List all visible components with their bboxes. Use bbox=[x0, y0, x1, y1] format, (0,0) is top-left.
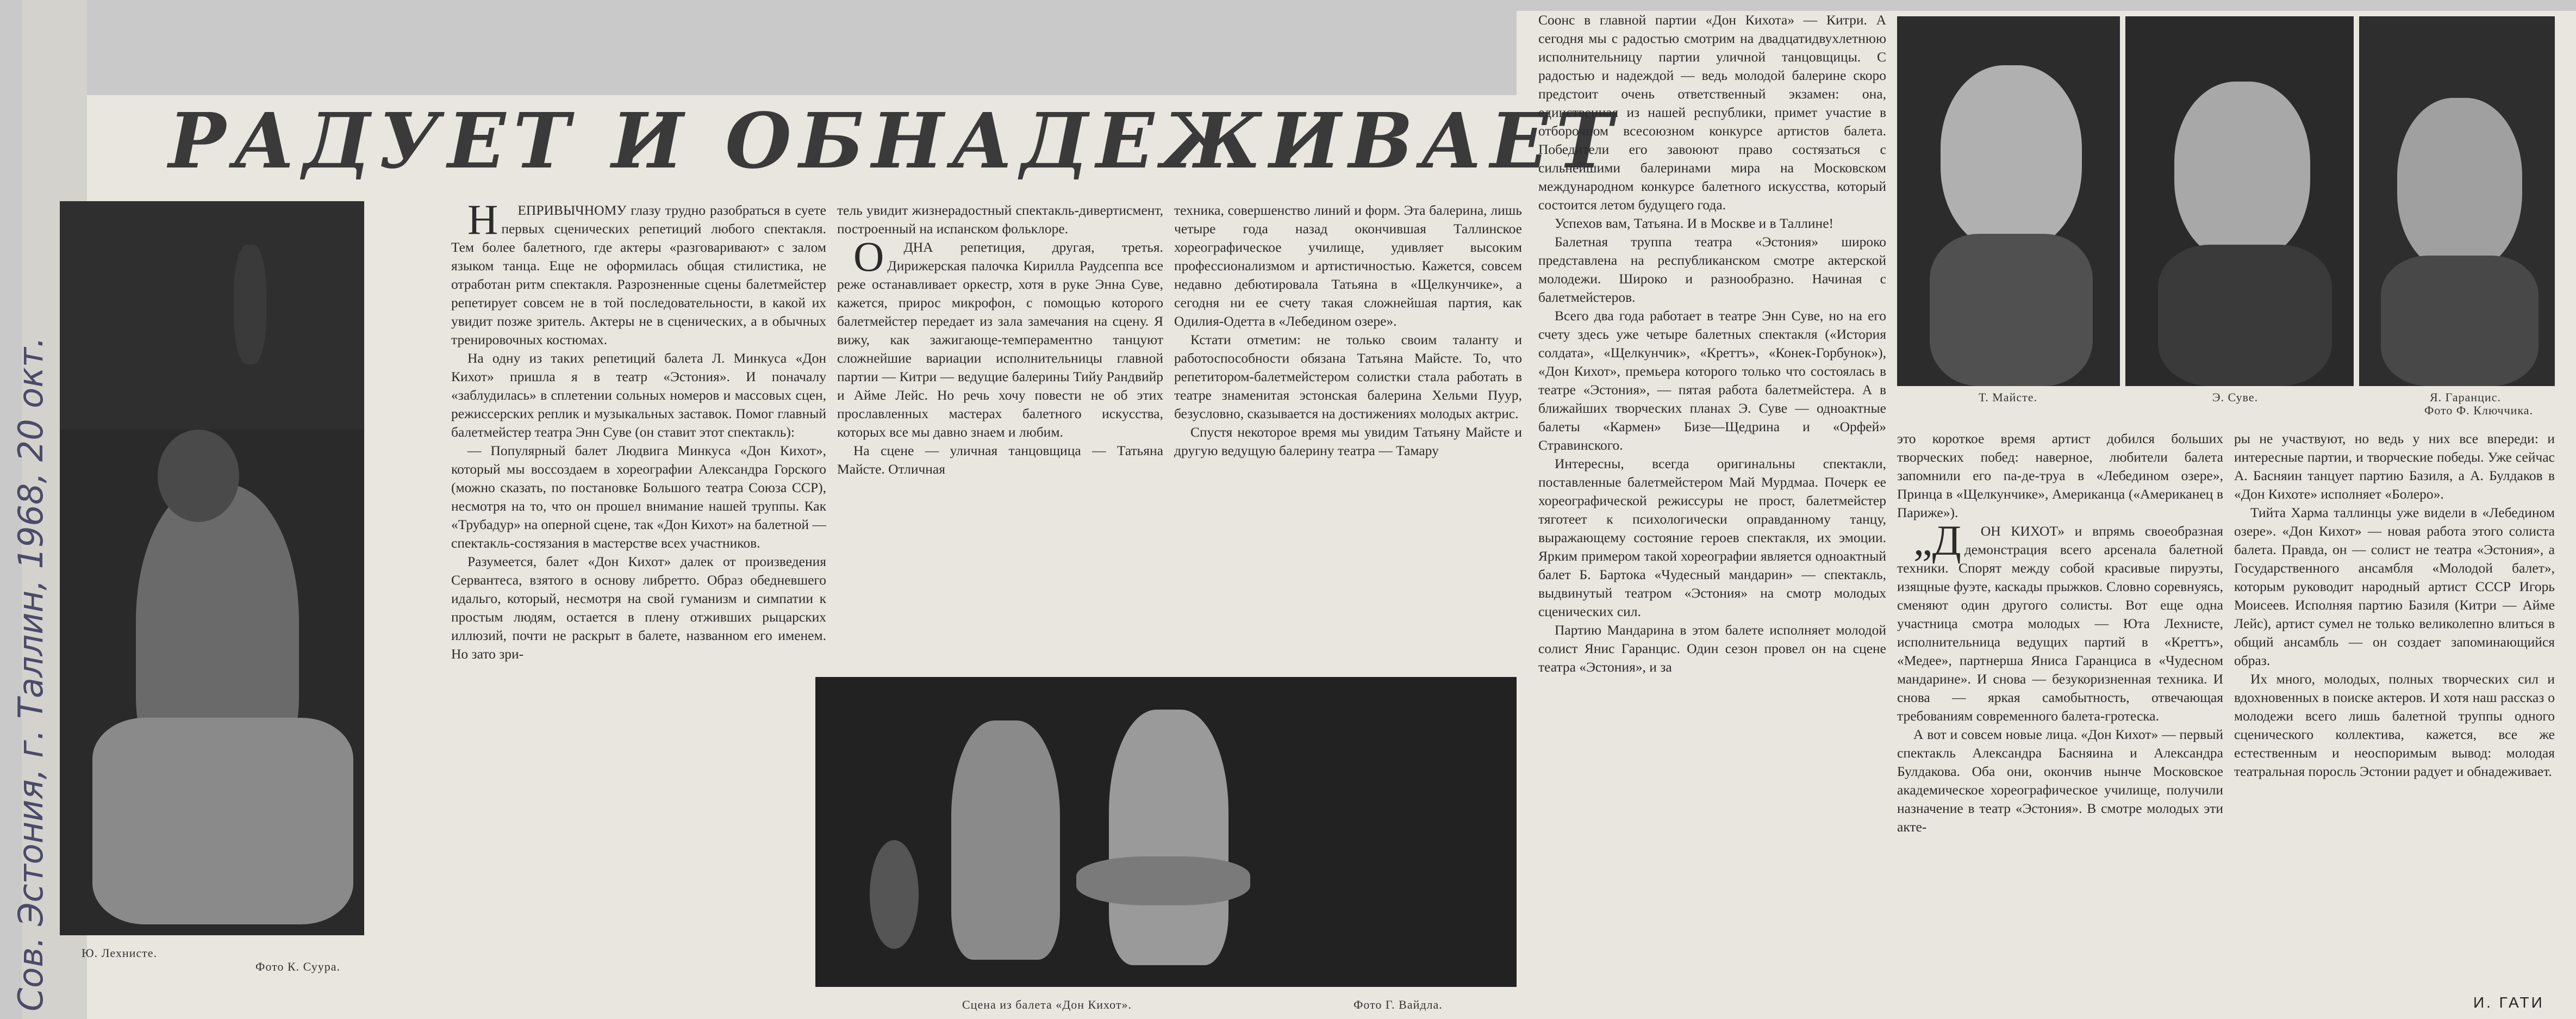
handwritten-source-annotation: Сов. Эстония, г. Таллин, 1968, 20 окт. bbox=[11, 337, 51, 1011]
photo-left-credit: Фото К. Суура. bbox=[255, 960, 340, 973]
portrait-t-maiste bbox=[1897, 16, 2120, 386]
column-1-paragraph-2: На одну из таких репетиций балета Л. Минкуса «Дон Кихот» пришла я в театр «Эстония». И поначалу «заблудилась» в сплетении сольных номеров и массовых сцен, режиссерских реплик и музыкальных заставок. Помог главный балетмейстер театра Энн Суве (он ставит этот спектакль): bbox=[451, 350, 826, 440]
article-column-2 bbox=[837, 201, 1163, 674]
portrait-e-suve bbox=[2125, 16, 2354, 386]
column-1-paragraph-3: — Популярный балет Людвига Минкуса «Дон Кихот», который мы воссоздаем в хореографии Александра Горского (можно сказать, по постановке Большого театра Союза ССР), несмотря на то, что он прошел внимание нашей труппы. Как «Трубадур» на оперной сцене, так «Дон Кихот» на балетной — спектакль-состязания в мастерстве всех участников. bbox=[451, 443, 826, 551]
article-column-3 bbox=[1174, 201, 1522, 674]
column-3-paragraph-2: Кстати отметим: не только своим таланту и работоспособности обязана Татьяна Майсте. То, что репетитором-балетмейстером солистки стала работать в театре знаменитая эстонская балерина Хельми Пуур, безусловно, сказывается на достижениях молодых актрис. bbox=[1174, 332, 1522, 421]
column-1-paragraph-4: Разумеется, балет «Дон Кихот» далек от произведения Сервантеса, взятого в основу либретто. Образ обедневшего идальго, который, несмотря на свой гуманизм и симпатии к простым людям, остается в плену отживших рыцарских иллюзий, почти не раскрыт в балете, названном его именем. Но зато зри- bbox=[451, 554, 826, 662]
column-5-paragraph-2: „ДОН КИХОТ» и впрямь своеобразная демонстрация всего арсенала балетной техники. Спорят между собой красивые пируэты, изящные фуэте, каскады прыжков. Словно соревнуясь, сменяют один другого солисты. Вот еще одна участница смотра молодых — Юта Лехнисте, исполнительница ведущих партий в «Креттъ», «Медее», партнерша Яниса Гаранциса в «Чудесном мандарине». И снова — безукоризненная техника. И снова — яркая самобытность, отвечающая требованиям современного балета-гротеска. bbox=[1897, 517, 2223, 724]
portrait-1-caption: Т. Майсте. bbox=[1979, 390, 2037, 404]
article-column-4 bbox=[1538, 11, 1886, 1017]
article-column-5 bbox=[1897, 430, 2223, 1017]
article-column-1 bbox=[451, 201, 826, 1017]
column-2-paragraph-2: ОДНА репетиция, другая, третья. Дирижерская палочка Кирилла Раудсеппа все реже останавливает оркестр, хотя в руке Энна Суве, кажется, прирос микрофон, с помощью которого балетмейстер передает из зала замечания на сцену. Я вижу, как зажигающе-темпераментно танцуют сложнейшие вариации исполнительницы главной партии — Китри — ведущие балерины Тийу Рандвийр и Айме Лейс. Но речь хочу повести не об этих прославленных мастерах балетного искусства, которых все мы давно знаем и любим. bbox=[837, 233, 1163, 440]
column-6-paragraph-1: ры не участвуют, но ведь у них все впереди: и интересные партии, и творческие победы. Уже сейчас А. Басняин танцует партию Базиля, а А. Булдаков в «Дон Кихоте» исполняет «Болеро». bbox=[2234, 431, 2555, 502]
column-6-paragraph-2: Тийта Харма таллинцы уже видели в «Лебедином озере». «Дон Кихот» — новая работа этого солиста балета. Правда, он — солист не театра «Эстония», а Государственного ансамбля «Молодой балет», которым руководит народный артист СССР Игорь Моисеев. Исполняя партию Базиля (Китри — Айме Лейс), артист сумел не только великолепно влиться в общий ансамбль — он создает запоминающийся образ. bbox=[2234, 505, 2555, 668]
column-4-paragraph-5: Интересны, всегда оригинальны спектакли, поставленные балетмейстером Май Мурдмаа. Почерк ее хореографической режиссуры не прост, балетмейстер тяготеет к психологически оправданному танцу, выражающему состояние героев спектакля, их эмоции. Ярким примером такой хореографии является одноактный балет Б. Бартока «Чудесный мандарин» — спектакль, выдвинутый театром «Эстония» на смотр молодых сценических сил. bbox=[1538, 456, 1886, 619]
column-4-paragraph-1: Соонс в главной партии «Дон Кихота» — Китри. А сегодня мы с радостью смотрим на двадцатидвухлетнюю исполнительницу партии уличной танцовщицы. С радостью и надеждой — ведь молодой балерине скоро предстоит очень ответственный экзамен: она, единственная из нашей республики, примет участие в отборочном всесоюзном конкурсе артистов балета. Победители его завоюют право состязаться с сильнейшими балеринами мира на Московском международном конкурсе балетного искусства, который состоится летом будущего года. bbox=[1538, 12, 1886, 213]
paper-tear-top-right bbox=[1517, 0, 2576, 11]
paper-tear-top bbox=[22, 0, 1517, 95]
headline: РАДУЕТ И ОБНАДЕЖИВАЕТ bbox=[169, 97, 1620, 186]
column-4-paragraph-3: Балетная труппа театра «Эстония» широко представлена на республиканском смотре актерской молодежи. Широко и разнообразно. Начиная с балетмейстеров. bbox=[1538, 234, 1886, 305]
portraits-credit: Фото Ф. Ключчика. bbox=[2424, 403, 2534, 417]
author-signature: И. ГАТИ bbox=[2473, 994, 2544, 1011]
column-3-paragraph-1: техника, совершенство линий и форм. Эта балерина, лишь четыре года назад окончившая Таллинское хореографическое училище, удивляет высоким профессионализмом и артистичностью. Кажется, совсем недавно дебютировала Татьяна в «Щелкунчике», а сегодня ни ее счету такая сложнейшая партия, как Одилия-Одетта в «Лебедином озере». bbox=[1174, 202, 1522, 329]
column-4-paragraph-2: Успехов вам, Татьяна. И в Москве и в Таллине! bbox=[1555, 215, 1834, 231]
column-1-paragraph-1: НЕПРИВЫЧНОМУ глазу трудно разобраться в суете первых сценических репетиций любого спектакля. Тем более балетного, где актеры «разговаривают» с залом языком танца. Еще не оформилась общая стилистика, не отработан ритм спектакля. Разрозненные сцены балетмейстер репетирует совсем не в той последовательности, в какой их увидит позже зритель. Актеры не в сценических, а в обычных тренировочных костюмах. bbox=[451, 201, 826, 347]
portrait-3-caption: Я. Гаранцис. bbox=[2430, 390, 2501, 404]
photo-center-caption: Сцена из балета «Дон Кихот». bbox=[962, 998, 1132, 1011]
article-column-6 bbox=[2234, 430, 2555, 984]
photo-left-name: Ю. Лехнисте. bbox=[82, 946, 158, 960]
portrait-ya-garantsis bbox=[2359, 16, 2555, 386]
column-2-paragraph-3: На сцене — уличная танцовщица — Татьяна Майсте. Отличная bbox=[837, 443, 1163, 477]
newspaper-clipping bbox=[22, 0, 2576, 1019]
column-4-paragraph-6: Партию Мандарина в этом балете исполняет молодой солист Янис Гаранцис. Один сезон провел он на сцене театра «Эстония», и за bbox=[1538, 622, 1886, 675]
portrait-2-caption: Э. Суве. bbox=[2212, 390, 2259, 404]
column-6-paragraph-3: Их много, молодых, полных творческих сил и вдохновенных в поиске актеров. И хотя наш рассказ о молодежи всего лишь балетной труппы одного сценического коллектива, кажется, все же естественным и неоспоримым вывод: молодая театральная поросль Эстонии радует и обнадеживает. bbox=[2234, 671, 2555, 779]
column-5-paragraph-3: А вот и совсем новые лица. «Дон Кихот» — первый спектакль Александра Басняина и Александра Булдакова. Оба они, окончив нынче Московское академическое хореографическое училище, получили назначение в театр «Эстония». В смотре молодых эти акте- bbox=[1897, 726, 2223, 835]
column-4-paragraph-4: Всего два года работает в театре Энн Суве, но на его счету здесь уже четыре балетных спектакля («История солдата», «Щелкунчик», «Креттъ», «Конек-Горбунок»), «Дон Кихот», премьера которого только что состоялась в театре «Эстония», — пятая работа балетмейстера. А в ближайших творческих планах Э. Суве — одноактные балеты «Кармен» Бизе—Щедрина и «Орфей» Стравинского. bbox=[1538, 308, 1886, 453]
photo-left-dancer bbox=[60, 201, 364, 935]
column-3-paragraph-3: Спустя некоторое время мы увидим Татьяну Майсте и другую ведущую балерину театра — Тамару bbox=[1174, 424, 1522, 458]
photo-center-credit: Фото Г. Вайдла. bbox=[1354, 998, 1443, 1011]
column-5-paragraph-1: это короткое время артист добился больших творческих побед: наверное, любители балета запомнили его па-де-труа в «Лебедином озере», Принца в «Щелкунчике», Американца («Американец в Париже»). bbox=[1897, 431, 2223, 520]
photo-center-don-quixote-scene bbox=[815, 677, 1517, 987]
column-2-paragraph-1: тель увидит жизнерадостный спектакль-дивертисмент, построенный на испанском фольклоре. bbox=[837, 202, 1163, 237]
